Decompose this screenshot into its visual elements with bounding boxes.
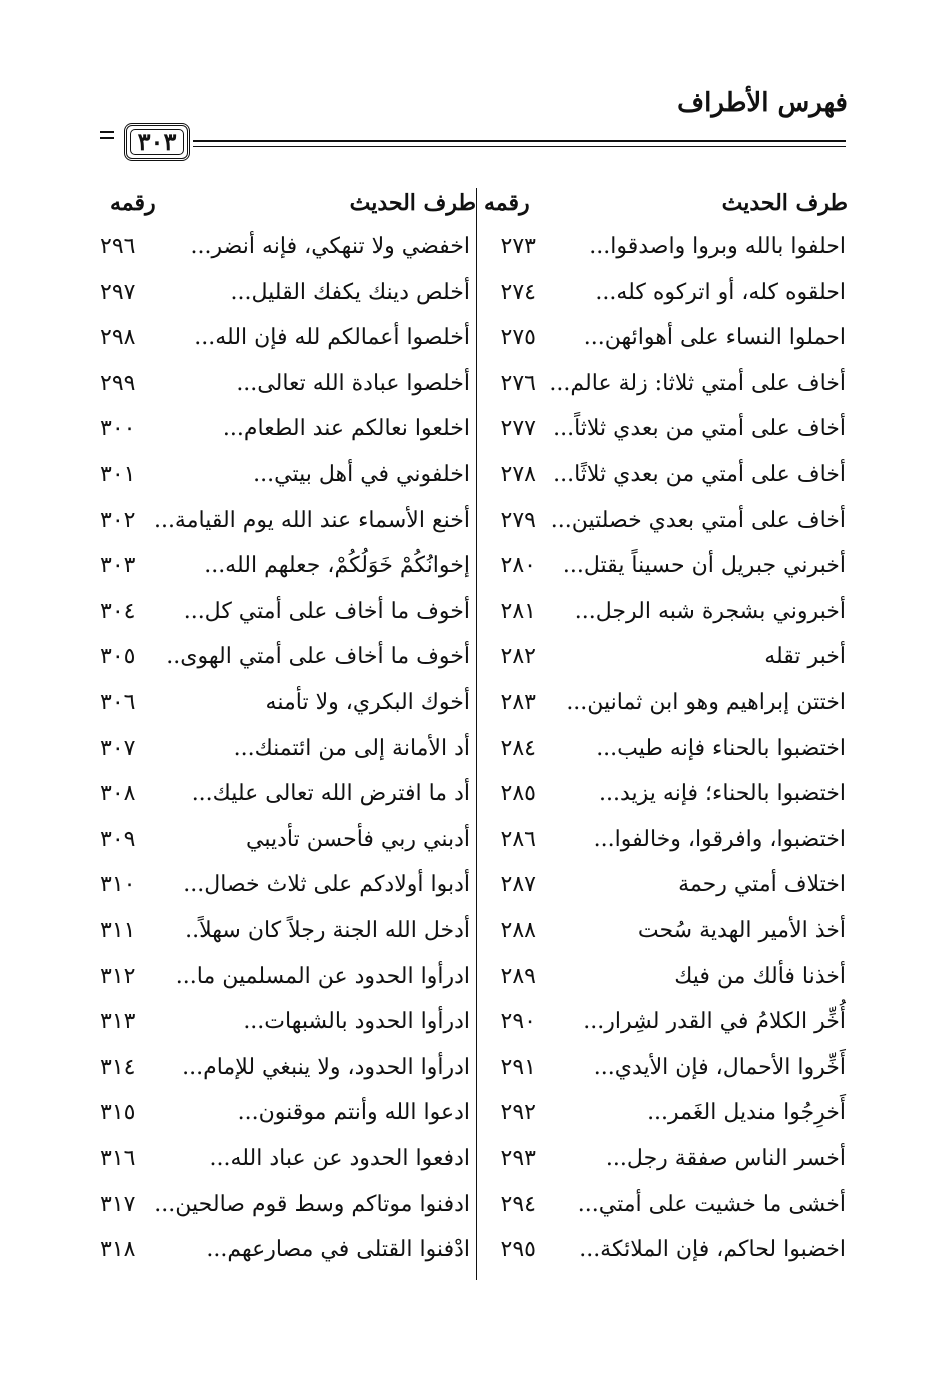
hadith-fragment: أخذ الأمير الهدية سُحت [637,918,846,943]
hadith-number: ٣٠٥ [100,644,136,670]
hadith-number: ٣٠٩ [100,826,136,852]
hadith-number: ٣١٥ [100,1100,136,1126]
hadith-number: ٣١٤ [100,1054,136,1080]
index-entry [100,818,470,862]
hadith-fragment: ادرأوا الحدود، ولا ينبغي للإمام... [182,1054,470,1080]
index-entry [100,863,470,907]
hadith-fragment: أخبر تقله [764,644,846,670]
hadith-fragment: أخاف على أمتي بعدي خصلتين... [550,507,846,533]
hadith-fragment: ادعوا الله وأنتم موقنون... [237,1100,470,1126]
hadith-number: ٢٩١ [500,1054,536,1080]
index-entry [484,955,846,999]
index-entry [484,316,846,360]
hadith-number: ٣١٢ [100,963,136,989]
index-entry [484,544,846,588]
hadith-fragment: أخبروني بشجرة شبه الرجل... [574,598,846,624]
hadith-number: ٢٩٤ [500,1191,536,1217]
index-entry [100,362,470,406]
hadith-number: ٣١١ [100,918,136,943]
index-entry [100,772,470,816]
hadith-fragment: أخاف على أمتي من بعدي ثلاثًا... [553,462,846,487]
hadith-number: ٣٠٧ [100,735,136,761]
hadith-number: ٢٩٠ [500,1009,536,1035]
hadith-number: ٢٨٣ [500,690,536,715]
page-title: فهرس الأطراف [677,88,848,118]
hadith-number: ٢٧٩ [500,507,536,533]
hadith-fragment: اخضبوا لحاكم، فإن الملائكة... [579,1237,846,1263]
hadith-number: ٣٠٣ [100,553,136,579]
index-entry [484,818,846,862]
index-entry [484,635,846,679]
hadith-fragment: إخوانُكُمْ خَوَلُكُمْ، جعلهم الله... [204,553,470,579]
hadith-number: ٢٧٨ [500,462,536,487]
column-divider [476,188,477,1280]
index-entry [100,1137,470,1181]
hadith-fragment: أخبرني جبريل أن حسيناً يقتل... [562,553,846,579]
hadith-fragment: أدبني ربي فأحسن تأديبي [246,826,470,852]
index-entry [484,681,846,725]
index-entry [484,772,846,816]
hadith-fragment: ادفنوا موتاكم وسط قوم صالحين... [154,1191,470,1217]
hadith-fragment: أخلصوا عبادة الله تعالى... [236,370,470,396]
hadith-fragment: احملوا النساء على أهوائهن... [583,325,846,351]
index-entry [100,635,470,679]
index-entry [484,1091,846,1135]
hadith-fragment: أُخِّر الكلامُ في القدر لشِرار... [583,1009,846,1035]
hadith-fragment: أخاف على أمتي من بعدي ثلاثاً... [553,416,846,442]
hadith-fragment: اختضبوا، وافرقوا، وخالفوا... [593,826,846,852]
hadith-number: ٢٨٩ [500,963,536,989]
hadith-fragment: اختتن إبراهيم وهو ابن ثمانين... [566,690,846,715]
hadith-fragment: اخلعوا نعالكم عند الطعام... [222,416,470,442]
hadith-fragment: اختضبوا بالحناء؛ فإنه يزيد... [599,781,846,807]
hadith-number: ٢٨٢ [500,644,536,670]
hadith-fragment: أخلصوا أعمالكم لله فإن الله... [194,325,470,351]
index-entry [100,1091,470,1135]
index-entry [100,316,470,360]
hadith-fragment: أخذنا فألك من فيك [674,963,846,989]
hadith-fragment: اختلاف أمتي رحمة [678,872,846,898]
hadith-number: ٢٩٣ [500,1146,536,1171]
index-entry [100,909,470,953]
hadith-number: ٢٨٧ [500,872,536,898]
hadith-number: ٣٠٢ [100,507,136,533]
hadith-fragment: أدخل الله الجنة رجلاً كان سهلاً.. [185,918,470,943]
index-entry [100,681,470,725]
index-entry [484,909,846,953]
index-entry [100,544,470,588]
index-entry [484,1000,846,1044]
hadith-number: ٢٩٧ [100,279,136,305]
hadith-number: ٣٠٠ [100,416,136,442]
right-hadith-header: طرف الحديث [721,190,848,216]
index-entry [484,499,846,543]
hadith-number: ٢٧٤ [500,279,536,305]
index-entry [100,590,470,634]
index-entry [100,1228,470,1272]
hadith-number: ٣٠٦ [100,690,136,715]
hadith-fragment: أخشى ما خشيت على أمتي... [577,1191,846,1217]
page-number: ٣٠٣ [137,127,177,156]
header-rule-thick [193,140,846,142]
hadith-number: ٣١٠ [100,872,136,898]
hadith-number: ٢٨٨ [500,918,536,943]
index-entry [100,499,470,543]
hadith-fragment: اختضبوا بالحناء فإنه طيب... [596,735,846,761]
hadith-number: ٢٨٥ [500,781,536,807]
hadith-number: ٢٩٥ [500,1237,536,1263]
hadith-number: ٢٨٠ [500,553,536,579]
hadith-fragment: اخلفوني في أهل بيتي... [253,462,470,487]
index-entry [100,271,470,315]
hadith-number: ٣١٦ [100,1146,136,1171]
hadith-fragment: احلقوه كله، أو اتركوه كله... [595,279,846,305]
hadith-number: ٢٩٩ [100,370,136,396]
page-number-box [124,123,190,161]
index-entry [484,271,846,315]
index-entry [484,1137,846,1181]
hadith-number: ٢٨١ [500,598,536,624]
hadith-number: ٣٠٨ [100,781,136,807]
hadith-number: ٢٩٦ [100,234,136,259]
hadith-number: ٣١٨ [100,1237,136,1263]
index-entry [484,590,846,634]
index-entry [484,1183,846,1227]
hadith-fragment: ادفعوا الحدود عن عباد الله... [209,1146,470,1171]
index-entry [484,453,846,497]
hadith-number: ٢٧٣ [500,234,536,259]
hadith-fragment: ادْفنوا القتلى في مصارعهم... [206,1237,470,1263]
index-entry [484,727,846,771]
hadith-number: ٢٩٢ [500,1100,536,1126]
index-entry [484,1046,846,1090]
left-hadith-header: طرف الحديث [349,190,476,216]
hadith-number: ٣٠٤ [100,598,136,624]
index-entry [100,1000,470,1044]
hadith-fragment: أَخرِجُوا منديل الغَمر... [647,1100,846,1126]
hadith-fragment: احلفوا بالله وبروا واصدقوا... [589,234,846,259]
hadith-fragment: أد الأمانة إلى من ائتمنك... [233,735,470,761]
index-entry [100,955,470,999]
hadith-fragment: أخلص دينك يكفك القليل... [230,279,470,305]
index-entry [484,225,846,269]
right-number-header: رقمه [484,190,530,216]
hadith-number: ٢٨٤ [500,735,536,761]
hadith-number: ٣١٣ [100,1009,136,1035]
index-entry [100,225,470,269]
index-entry [484,362,846,406]
index-entry [100,1046,470,1090]
hadith-fragment: أد ما افترض الله تعالى عليك... [191,781,470,807]
hadith-fragment: أدبوا أولادكم على ثلاث خصال... [183,872,470,898]
left-number-header: رقمه [110,190,156,216]
hadith-fragment: أخسر الناس صفقة رجل... [605,1146,846,1171]
hadith-number: ٢٩٨ [100,325,136,351]
hadith-number: ٣١٧ [100,1191,136,1217]
hadith-number: ٢٧٧ [500,416,536,442]
hadith-number: ٢٧٦ [500,370,536,396]
hadith-number: ٢٧٥ [500,325,536,351]
hadith-fragment: أخنع الأسماء عند الله يوم القيامة... [153,507,470,533]
index-entry [100,727,470,771]
index-entry [484,1228,846,1272]
index-entry [100,1183,470,1227]
header-ornament [100,131,114,139]
hadith-fragment: أَخِّروا الأحمال، فإن الأيدي... [593,1054,846,1080]
index-entry [484,863,846,907]
header-rule-thin [193,146,846,147]
index-entry [100,407,470,451]
hadith-fragment: أخوف ما أخاف على أمتي الهوى.. [166,644,470,670]
hadith-fragment: أخاف على أمتي ثلاثا: زلة عالم... [549,370,846,396]
hadith-number: ٢٨٦ [500,826,536,852]
hadith-fragment: اخفضي ولا تنهكي، فإنه أنضر... [190,234,470,259]
hadith-fragment: أخوف ما أخاف على أمتي كل... [183,598,470,624]
hadith-fragment: أخوك البكري، ولا تأمنه [265,690,470,715]
index-entry [484,407,846,451]
hadith-fragment: ادرأوا الحدود عن المسلمين ما... [175,963,470,989]
index-entry [100,453,470,497]
hadith-fragment: ادرأوا الحدود بالشبهات... [243,1009,470,1035]
hadith-number: ٣٠١ [100,462,136,487]
